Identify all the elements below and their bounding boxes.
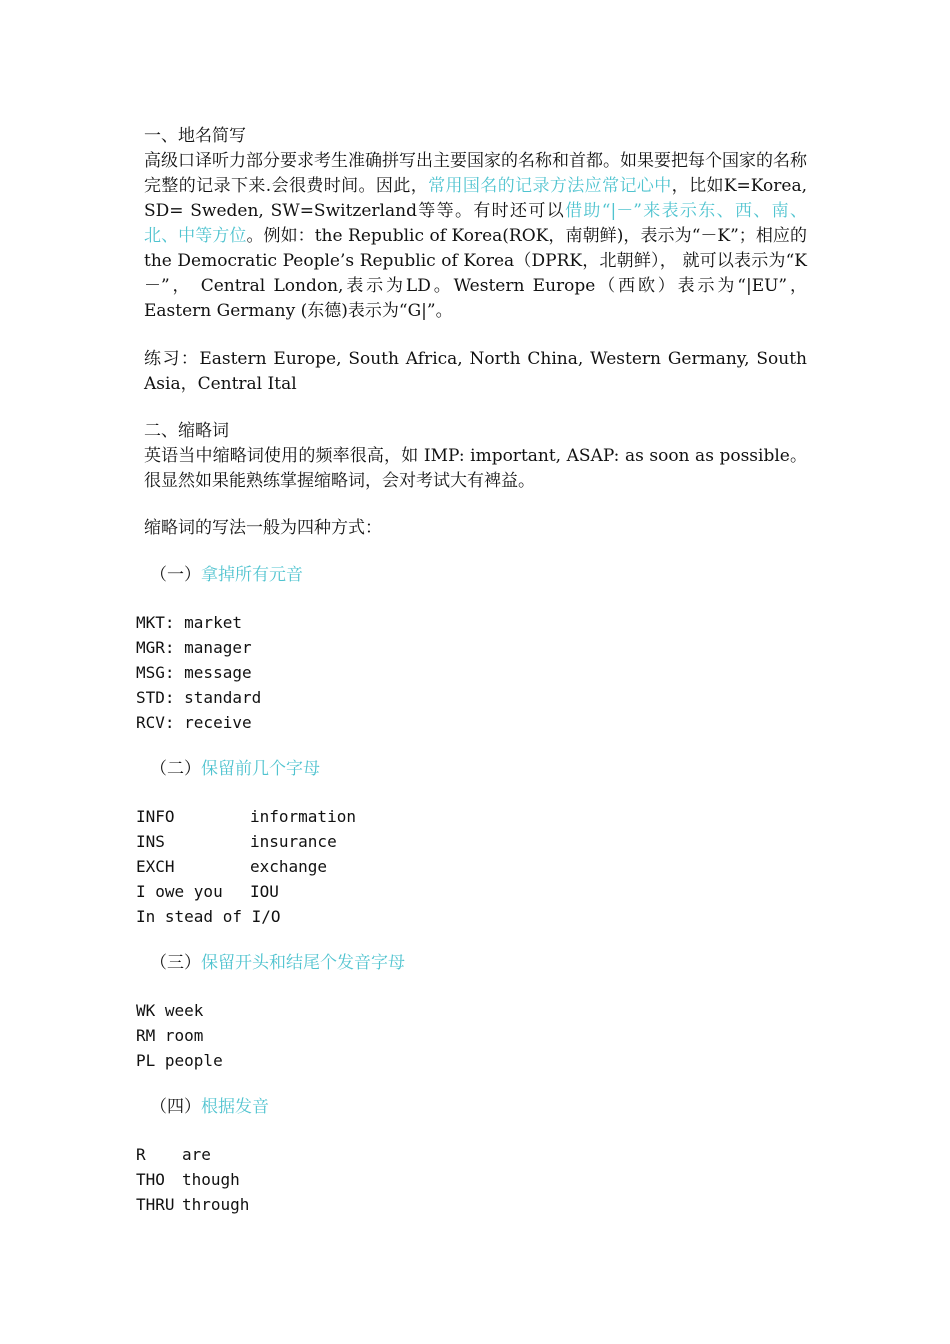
highlighted-text: 借助“|－”来表示东、西、南、北、中等方位 xyxy=(144,201,807,246)
section-heading-place-names: 一、地名简写 xyxy=(144,126,246,146)
list-item: PL people xyxy=(136,1051,223,1070)
term-full: information xyxy=(250,807,356,826)
term-abbrev: R xyxy=(136,1145,146,1164)
list-item: STD: standard xyxy=(136,688,262,707)
paragraph-place-names xyxy=(144,149,807,324)
method-title: 保留前几个字母 xyxy=(201,759,320,779)
text-run: ，比如K=Korea, SD= Sweden, SW=Switzerland等等。有时还可以 xyxy=(144,176,808,221)
text-run: 高级口译听力部分要求考生准确拼写出主要国家的名称和首都。如果要把每个国家的名称完整的记录下来.会很费时间。因此， xyxy=(144,151,807,196)
list-item xyxy=(136,854,356,879)
list-item xyxy=(136,1142,249,1167)
method-heading-1 xyxy=(150,563,303,588)
list-item xyxy=(136,1192,249,1217)
paragraph-four-methods: 缩略词的写法一般为四种方式： xyxy=(144,518,382,538)
abbreviation-list-3 xyxy=(136,998,223,1073)
term-full: IOU xyxy=(250,882,279,901)
term-full: though xyxy=(182,1170,240,1189)
list-item: RCV: receive xyxy=(136,713,252,732)
method-number: （二） xyxy=(150,759,201,779)
abbreviation-list-4 xyxy=(136,1142,249,1217)
abbreviation-list-2 xyxy=(136,804,356,929)
method-title: 根据发音 xyxy=(201,1097,269,1117)
list-item: MSG: message xyxy=(136,663,252,682)
term-abbrev: In stead of xyxy=(136,907,242,926)
section-heading-abbreviations: 二、缩略词 xyxy=(144,421,229,441)
term-full: I/O xyxy=(251,907,281,926)
abbreviation-list-1 xyxy=(136,610,261,735)
list-item: WK week xyxy=(136,1001,204,1020)
term-abbrev: INS xyxy=(136,832,165,851)
text-run: 。例如：the Republic of Korea(ROK，南朝鲜)，表示为“－K”；相应的the Democratic People’s Republic of Korea（DPRK，北朝鲜）， 就可以表示为“K－”， Central London,表示为LD。Western Europe（西欧）表示为“|EU”，Eastern Germany (东德)表示为“G|”。 xyxy=(144,226,807,321)
method-number: （一） xyxy=(150,565,201,585)
term-abbrev: THO xyxy=(136,1170,165,1189)
method-heading-2 xyxy=(150,757,320,782)
term-abbrev: EXCH xyxy=(136,857,175,876)
method-heading-3 xyxy=(150,951,405,976)
list-item xyxy=(136,1167,249,1192)
method-heading-4 xyxy=(150,1095,269,1120)
list-item: MKT: market xyxy=(136,613,242,632)
list-item xyxy=(136,829,356,854)
list-item: RM room xyxy=(136,1026,204,1045)
method-title: 保留开头和结尾个发音字母 xyxy=(201,953,405,973)
method-number: （四） xyxy=(150,1097,201,1117)
list-item: MGR: manager xyxy=(136,638,252,657)
list-item xyxy=(136,904,356,929)
term-full: are xyxy=(182,1145,211,1164)
term-abbrev: INFO xyxy=(136,807,175,826)
term-full: insurance xyxy=(250,832,337,851)
term-full: exchange xyxy=(250,857,328,876)
paragraph-abbreviations: 英语当中缩略词使用的频率很高，如 IMP: important, ASAP: as soon as possible。很显然如果能熟练掌握缩略词，会对考试大有裨益。 xyxy=(144,446,807,491)
term-full: through xyxy=(182,1195,250,1214)
term-abbrev: THRU xyxy=(136,1195,175,1214)
method-title: 拿掉所有元音 xyxy=(201,565,303,585)
method-number: （三） xyxy=(150,953,201,973)
list-item xyxy=(136,804,356,829)
exercise-paragraph: 练习：Eastern Europe, South Africa, North China, Western Germany, South Asia，Central Ital xyxy=(144,349,807,394)
list-item xyxy=(136,879,356,904)
term-abbrev: I owe you xyxy=(136,882,223,901)
highlighted-text: 常用国名的记录方法应常记心中 xyxy=(428,176,672,196)
